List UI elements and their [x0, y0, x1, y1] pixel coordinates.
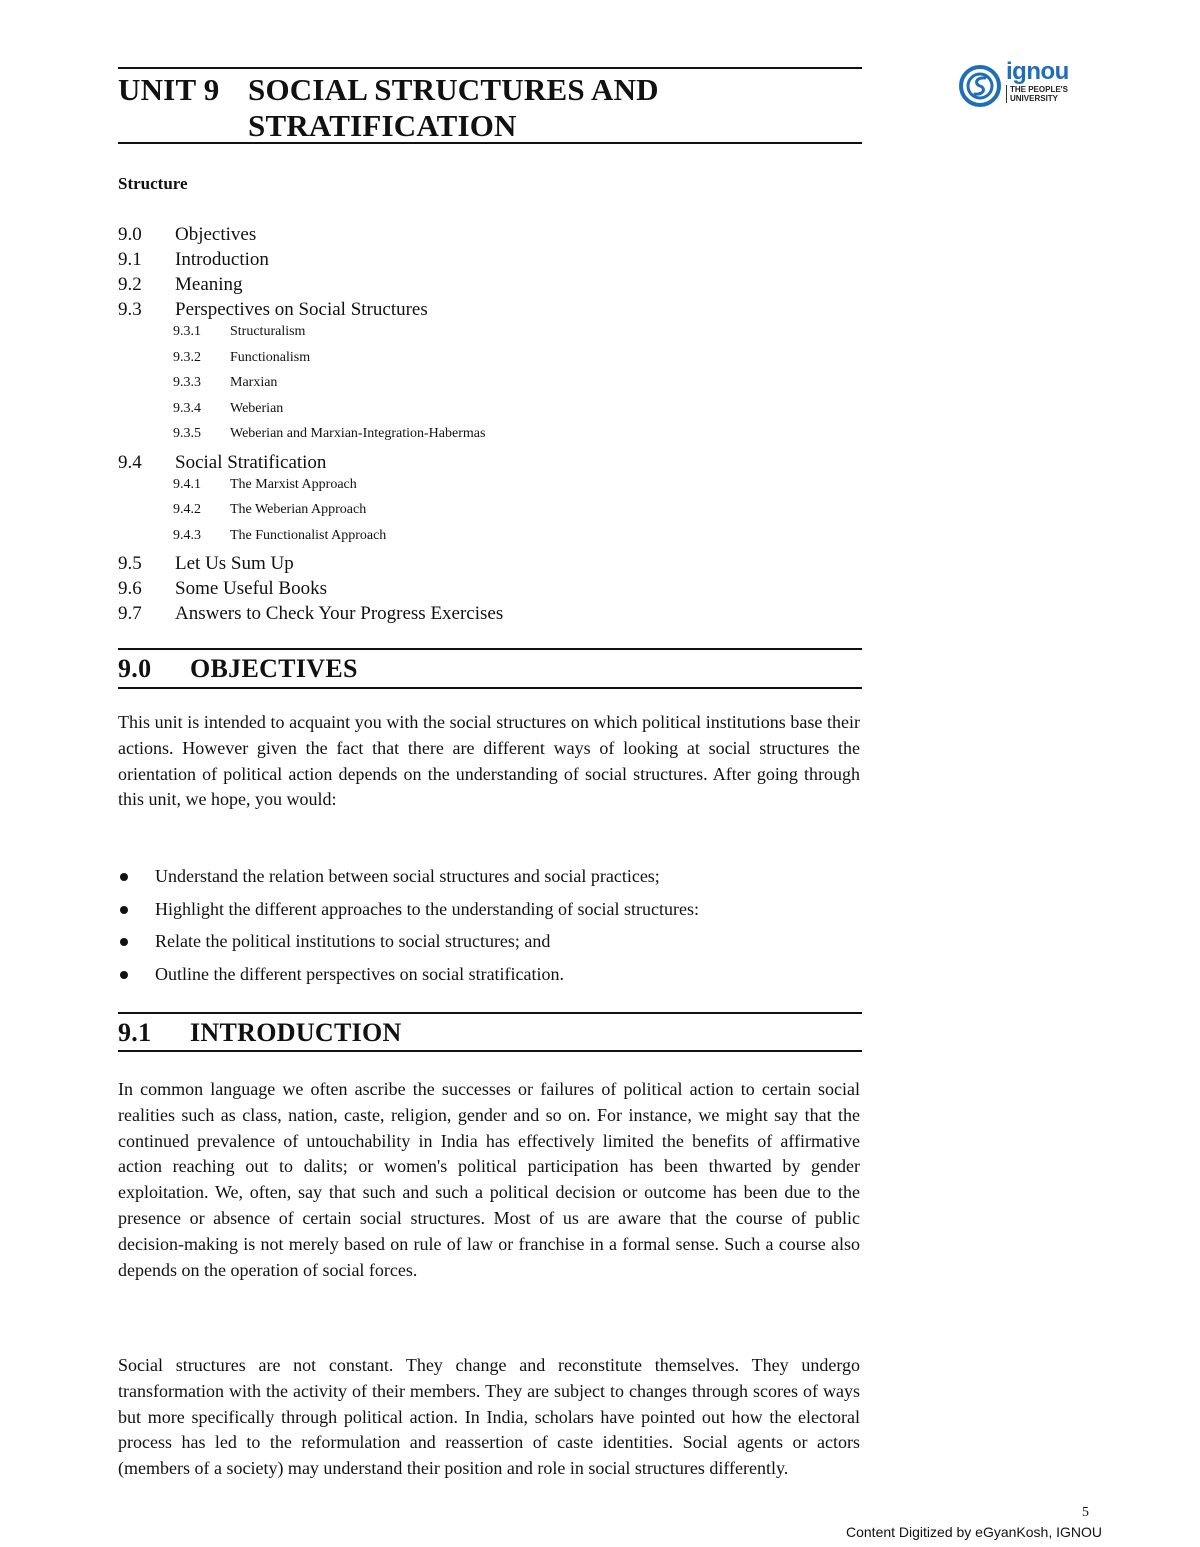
- toc-label: Social Stratification: [175, 451, 327, 473]
- list-item: [118, 897, 878, 930]
- toc-number: 9.2: [118, 274, 142, 295]
- toc-label: Introduction: [175, 249, 269, 270]
- toc-subitem: [118, 324, 878, 350]
- toc-item: [118, 224, 878, 249]
- introduction-paragraph-2: Social structures are not constant. They change and reconstitute themselves. They undergo transformation with the activity of their members. They are subject to changes through scores of ways but more specifically through political action. In India, scholars have pointed out how the electoral process has led to the reformulation and reassertion of caste identities. Social agents or actors (members of a society) may understand their position and role in social structures differently.: [118, 1355, 860, 1479]
- toc-number: 9.5: [118, 553, 142, 574]
- toc-subitem: [118, 528, 878, 554]
- toc-item: [118, 299, 878, 324]
- toc-label: Objectives: [175, 224, 257, 245]
- introduction-heading: [118, 1018, 862, 1048]
- toc-label: Meaning: [175, 274, 243, 295]
- bullet-text: Understand the relation between social structures and social practices;: [155, 866, 660, 886]
- unit-title: [118, 72, 862, 144]
- toc-item: [118, 452, 878, 477]
- toc-label: Functionalism: [230, 349, 311, 365]
- logo-subtitle: [1006, 85, 1068, 103]
- structure-heading: Structure: [118, 174, 188, 193]
- toc-label: Structuralism: [230, 324, 306, 339]
- objectives-heading: [118, 654, 862, 684]
- toc-subitem: [118, 426, 878, 452]
- toc-subitem: [118, 477, 878, 503]
- toc-subitem: [118, 502, 878, 528]
- toc-number: 9.3.5: [173, 426, 201, 441]
- toc-number: 9.3.1: [173, 324, 201, 339]
- section-title: OBJECTIVES: [190, 654, 358, 683]
- toc-item: [118, 274, 878, 299]
- introduction-paragraph-1: In common language we often ascribe the successes or failures of political action to certain social realities such as class, nation, caste, religion, gender and so on. For instance, we might say that the continued prevalence of untouchability in India has effectively limited the benefits of affirmative action reaching out to dalits; or women's political participation has been thwarted by gender exploitation. We, often, say that such and such a political decision or outcome has been due to the presence or absence of certain social structures. Most of us are aware that the course of public decision-making is not merely based on rule of law or franchise in a formal sense. Such a course also depends on the operation of social forces.: [118, 1079, 860, 1280]
- toc-subitem: [118, 401, 878, 427]
- bullet-text: Outline the different perspectives on social stratification.: [155, 963, 565, 984]
- toc-label: The Functionalist Approach: [230, 527, 387, 543]
- toc-number: 9.4: [118, 451, 142, 473]
- toc-number: 9.3.2: [173, 349, 201, 365]
- ignou-emblem-icon: [958, 64, 1002, 108]
- toc-number: 9.4.2: [173, 502, 201, 517]
- toc-number: 9.6: [118, 578, 142, 599]
- toc-number: 9.0: [118, 224, 142, 245]
- toc-label: Weberian and Marxian-Integration-Habermas: [230, 426, 486, 441]
- bullet-icon: [120, 906, 128, 914]
- toc-label: Marxian: [230, 375, 278, 390]
- introduction-bottom-rule: [118, 1050, 862, 1052]
- toc-label: Answers to Check Your Progress Exercises: [175, 603, 504, 624]
- toc-number: 9.3.3: [173, 375, 201, 390]
- toc-label: Weberian: [230, 400, 284, 416]
- page-number: 5: [1082, 1505, 1089, 1520]
- title-top-rule: [118, 67, 862, 69]
- toc-number: 9.3.4: [173, 400, 201, 416]
- toc-number: 9.4.1: [173, 476, 201, 492]
- title-line-2: STRATIFICATION: [248, 108, 517, 143]
- objectives-top-rule: [118, 648, 862, 650]
- objectives-bottom-rule: [118, 687, 862, 689]
- objectives-list: [118, 864, 878, 994]
- digitization-credit: Content Digitized by eGyanKosh, IGNOU: [846, 1524, 1103, 1540]
- toc-number: 9.4.3: [173, 527, 201, 543]
- introduction-top-rule: [118, 1012, 862, 1014]
- toc-item: [118, 249, 878, 274]
- objectives-paragraph: This unit is intended to acquaint you with the social structures on which political institutions base their actions. However given the fact that there are different ways of looking at social structures the orientation of political action depends on the understanding of social structures. After going through this unit, we hope, you would:: [118, 712, 860, 810]
- toc-label: Perspectives on Social Structures: [175, 299, 428, 320]
- logo-wordmark: ignou: [1006, 58, 1069, 85]
- section-number: 9.0: [118, 654, 152, 683]
- section-number: 9.1: [118, 1018, 152, 1047]
- toc-number: 9.1: [118, 249, 142, 270]
- list-item: [118, 962, 878, 995]
- toc-item: [118, 578, 878, 603]
- toc-subitem: [118, 350, 878, 376]
- toc-label: The Weberian Approach: [230, 502, 367, 517]
- logo-sub-line-2: UNIVERSITY: [1010, 94, 1059, 103]
- table-of-contents: [118, 224, 878, 628]
- bullet-text: Highlight the different approaches to the understanding of social structures:: [155, 898, 700, 919]
- toc-number: 9.3: [118, 299, 142, 320]
- bullet-icon: [120, 938, 128, 946]
- bullet-icon: [120, 971, 128, 979]
- list-item: [118, 929, 878, 962]
- toc-label: Some Useful Books: [175, 578, 327, 599]
- logo-sub-line-1: THE PEOPLE'S: [1010, 85, 1068, 94]
- bullet-text: Relate the political institutions to social structures; and: [155, 931, 551, 951]
- toc-subitem: [118, 375, 878, 401]
- bullet-icon: [120, 873, 128, 881]
- unit-label: UNIT 9: [118, 72, 220, 107]
- toc-item: [118, 603, 878, 628]
- toc-label: The Marxist Approach: [230, 476, 357, 492]
- toc-item: [118, 553, 878, 578]
- section-title: INTRODUCTION: [190, 1018, 402, 1047]
- toc-number: 9.7: [118, 603, 142, 624]
- toc-label: Let Us Sum Up: [175, 553, 294, 574]
- title-line-1: SOCIAL STRUCTURES AND: [248, 72, 659, 107]
- list-item: [118, 864, 878, 897]
- ignou-logo: [958, 58, 1070, 110]
